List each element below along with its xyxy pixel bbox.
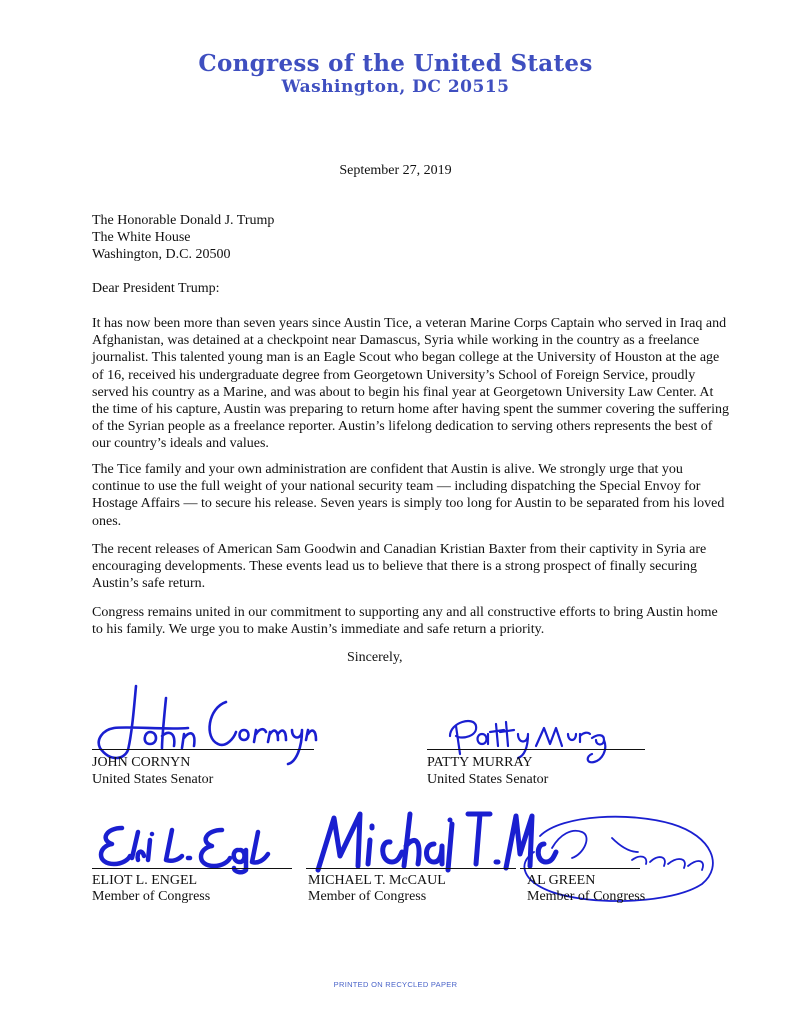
body-paragraph: The recent releases of American Sam Goodwin and Canadian Kristian Baxter from their captivity in Syria are encouraging developments. These events lead us to believe that there is a strong prospect of finally securing Austin’s safe return. [92, 542, 707, 592]
salutation: Dear President Trump: [92, 281, 220, 296]
signatory-name: ELIOT L. ENGEL [92, 873, 198, 888]
signatory-name: JOHN CORNYN [92, 755, 191, 770]
closing: Sincerely, [347, 650, 403, 665]
signatory-title: United States Senator [92, 772, 214, 787]
recipient-line: The Honorable Donald J. Trump [92, 213, 275, 228]
signatory-title: Member of Congress [92, 889, 211, 904]
signatory-title: United States Senator [427, 772, 549, 787]
body-paragraph: It has now been more than seven years since Austin Tice, a veteran Marine Corps Captain who served in Iraq and Afghanistan, was detained at a checkpoint near Damascus, Syria while working in the country as a freelance journalist. This talented young man is an Eagle Scout who began college at the University of Houston at the age of 16, received his undergraduate degree from Georgetown University’s School of Foreign Service, proudly served his country as a Marine, and was about to begin his final year at Georgetown University Law Center. At the time of his capture, Austin was preparing to return home after having spent the summer covering the suffering of the Syrian people as a freelance reporter. Austin’s lifelong dedication to serving others represents the best of our country’s ideals and values. [92, 316, 729, 452]
signature-line [92, 749, 314, 750]
signature-line [92, 868, 292, 869]
signatory-name: MICHAEL T. McCAUL [308, 873, 446, 888]
letter-date: September 27, 2019 [339, 163, 452, 178]
signature-line [306, 868, 516, 869]
signatory-name: AL GREEN [527, 873, 596, 888]
engel-signature [92, 820, 302, 875]
body-paragraph: Congress remains united in our commitment to supporting any and all constructive efforts to bring Austin home to his family. We urge you to make Austin’s immediate and safe return a priority. [92, 605, 718, 638]
signatory-title: Member of Congress [527, 889, 646, 904]
recycled-paper-notice: PRINTED ON RECYCLED PAPER [333, 980, 458, 989]
signatory-name: PATTY MURRAY [427, 755, 533, 770]
body-paragraph: The Tice family and your own administration are confident that Austin is alive. We strongly urge that you continue to use the full weight of your national security team — including dispatching the Special Envoy for Hostage Affairs — to secure his release. Seven years is simply too long for Austin to be separated from his loved ones. [92, 462, 725, 529]
letterhead-title: Congress of the United States [198, 50, 593, 77]
signatory-title: Member of Congress [308, 889, 427, 904]
recipient-address [92, 212, 274, 263]
recipient-line: The White House [92, 230, 191, 245]
signature-line [520, 868, 640, 869]
signature-line [427, 749, 645, 750]
letterhead-address: Washington, DC 20515 [281, 77, 510, 97]
recipient-line: Washington, D.C. 20500 [92, 247, 231, 262]
